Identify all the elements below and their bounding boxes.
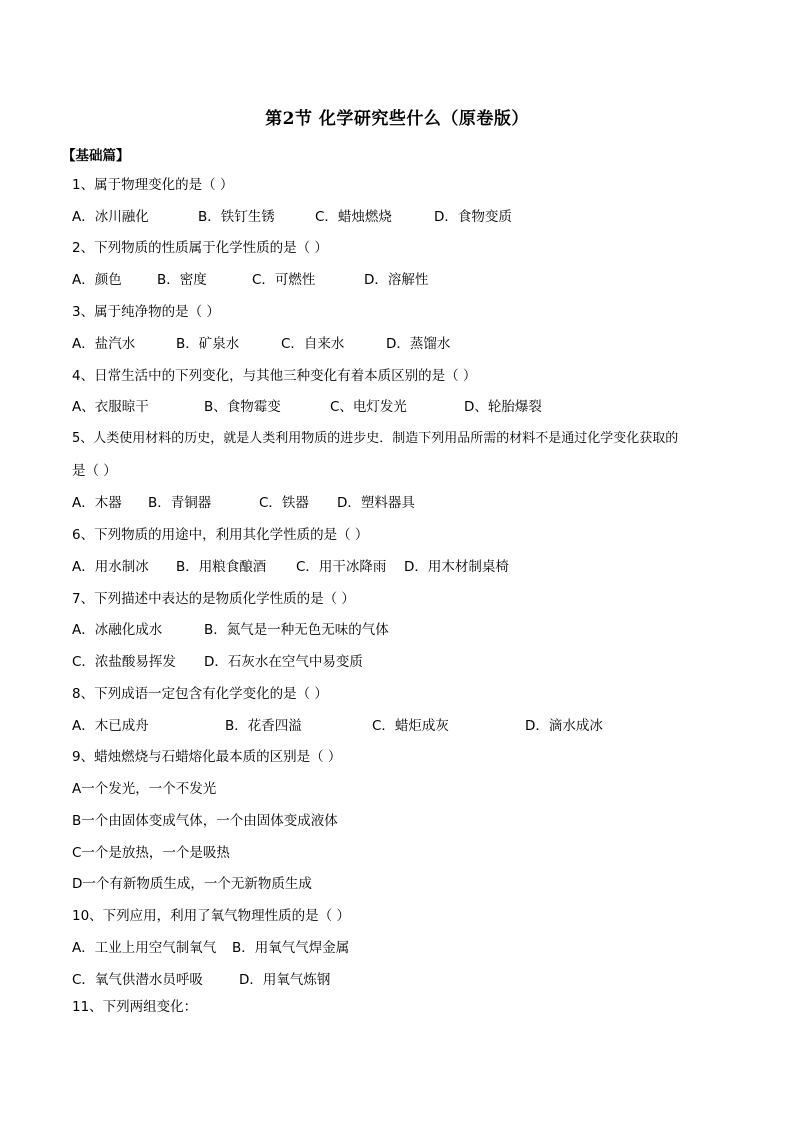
option: D．用氧气炼钢 bbox=[239, 972, 331, 988]
option: D．食物变质 bbox=[434, 209, 512, 225]
question-7-options-cd bbox=[72, 652, 772, 672]
option: B．矿泉水 bbox=[176, 336, 240, 352]
question-4: 4、日常生活中的下列变化，与其他三种变化有着本质区别的是（ ） bbox=[72, 368, 477, 384]
option: A．冰川融化 bbox=[72, 209, 149, 225]
option: D．溶解性 bbox=[364, 272, 429, 288]
question-9-option-d: D一个有新物质生成，一个无新物质生成 bbox=[72, 876, 312, 892]
question-9: 9、蜡烛燃烧与石蜡熔化最本质的区别是（ ） bbox=[72, 749, 342, 765]
option: D、轮胎爆裂 bbox=[464, 399, 542, 415]
question-5: 5、人类使用材料的历史，就是人类利用物质的进步史．制造下列用品所需的材料不是通过化学变化获取的 bbox=[72, 431, 679, 446]
option: A．工业上用空气制氧气 bbox=[72, 940, 217, 956]
option: C．铁器 bbox=[259, 495, 309, 511]
question-6-options bbox=[72, 557, 772, 577]
option: D．石灰水在空气中易变质 bbox=[204, 654, 363, 670]
question-2: 2、下列物质的性质属于化学性质的是（ ） bbox=[72, 240, 328, 256]
option: B．氮气是一种无色无味的气体 bbox=[204, 622, 389, 638]
option: B．密度 bbox=[157, 272, 207, 288]
option: A．盐汽水 bbox=[72, 336, 136, 352]
question-11: 11、下列两组变化： bbox=[72, 999, 198, 1015]
option: A．冰融化成水 bbox=[72, 622, 163, 638]
option: B．铁钉生锈 bbox=[198, 209, 275, 225]
option: A．木已成舟 bbox=[72, 718, 149, 734]
option: D．蒸馏水 bbox=[386, 336, 451, 352]
option: D．用木材制桌椅 bbox=[404, 559, 509, 575]
option: D．塑料器具 bbox=[337, 495, 415, 511]
option: A、衣服晾干 bbox=[72, 399, 149, 415]
option: C．可燃性 bbox=[252, 272, 316, 288]
question-10: 10、下列应用，利用了氧气物理性质的是（ ） bbox=[72, 908, 350, 924]
question-3: 3、属于纯净物的是（ ） bbox=[72, 304, 220, 320]
page-title: 第2节 化学研究些什么（原卷版） bbox=[265, 109, 529, 129]
question-7: 7、下列描述中表达的是物质化学性质的是（ ） bbox=[72, 591, 355, 607]
option: C、电灯发光 bbox=[330, 399, 407, 415]
option: D．滴水成冰 bbox=[525, 718, 603, 734]
question-1-options bbox=[72, 207, 772, 227]
question-1: 1、属于物理变化的是（ ） bbox=[72, 177, 234, 193]
question-4-options bbox=[72, 397, 772, 417]
option: C．自来水 bbox=[281, 336, 345, 352]
option: A．颜色 bbox=[72, 272, 122, 288]
option: B．用氧气气焊金属 bbox=[232, 940, 350, 956]
option: C．用干冰降雨 bbox=[296, 559, 387, 575]
question-7-options-ab bbox=[72, 620, 772, 640]
question-5-options bbox=[72, 493, 772, 513]
option: B．用粮食酿酒 bbox=[176, 559, 267, 575]
question-8-options bbox=[72, 716, 772, 736]
question-9-option-b: B一个由固体变成气体，一个由固体变成液体 bbox=[72, 813, 338, 829]
question-10-options-ab bbox=[72, 938, 772, 958]
question-9-option-c: C一个是放热，一个是吸热 bbox=[72, 845, 230, 861]
question-9-option-a: A一个发光，一个不发光 bbox=[72, 781, 217, 797]
option: B、食物霉变 bbox=[204, 399, 281, 415]
option: B．花香四溢 bbox=[225, 718, 302, 734]
option: C．蜡炬成灰 bbox=[372, 718, 449, 734]
question-3-options bbox=[72, 334, 772, 354]
question-6: 6、下列物质的用途中，利用其化学性质的是（ ） bbox=[72, 527, 369, 543]
option: C．浓盐酸易挥发 bbox=[72, 654, 176, 670]
question-8: 8、下列成语一定包含有化学变化的是（ ） bbox=[72, 686, 328, 702]
question-5-cont: 是（ ） bbox=[72, 463, 117, 479]
section-heading: 【基础篇】 bbox=[62, 148, 130, 164]
question-10-options-cd bbox=[72, 970, 772, 990]
question-2-options bbox=[72, 270, 772, 290]
option: C．氧气供潜水员呼吸 bbox=[72, 972, 203, 988]
option: B．青铜器 bbox=[148, 495, 212, 511]
option: C．蜡烛燃烧 bbox=[315, 209, 392, 225]
option: A．用水制冰 bbox=[72, 559, 149, 575]
option: A．木器 bbox=[72, 495, 122, 511]
